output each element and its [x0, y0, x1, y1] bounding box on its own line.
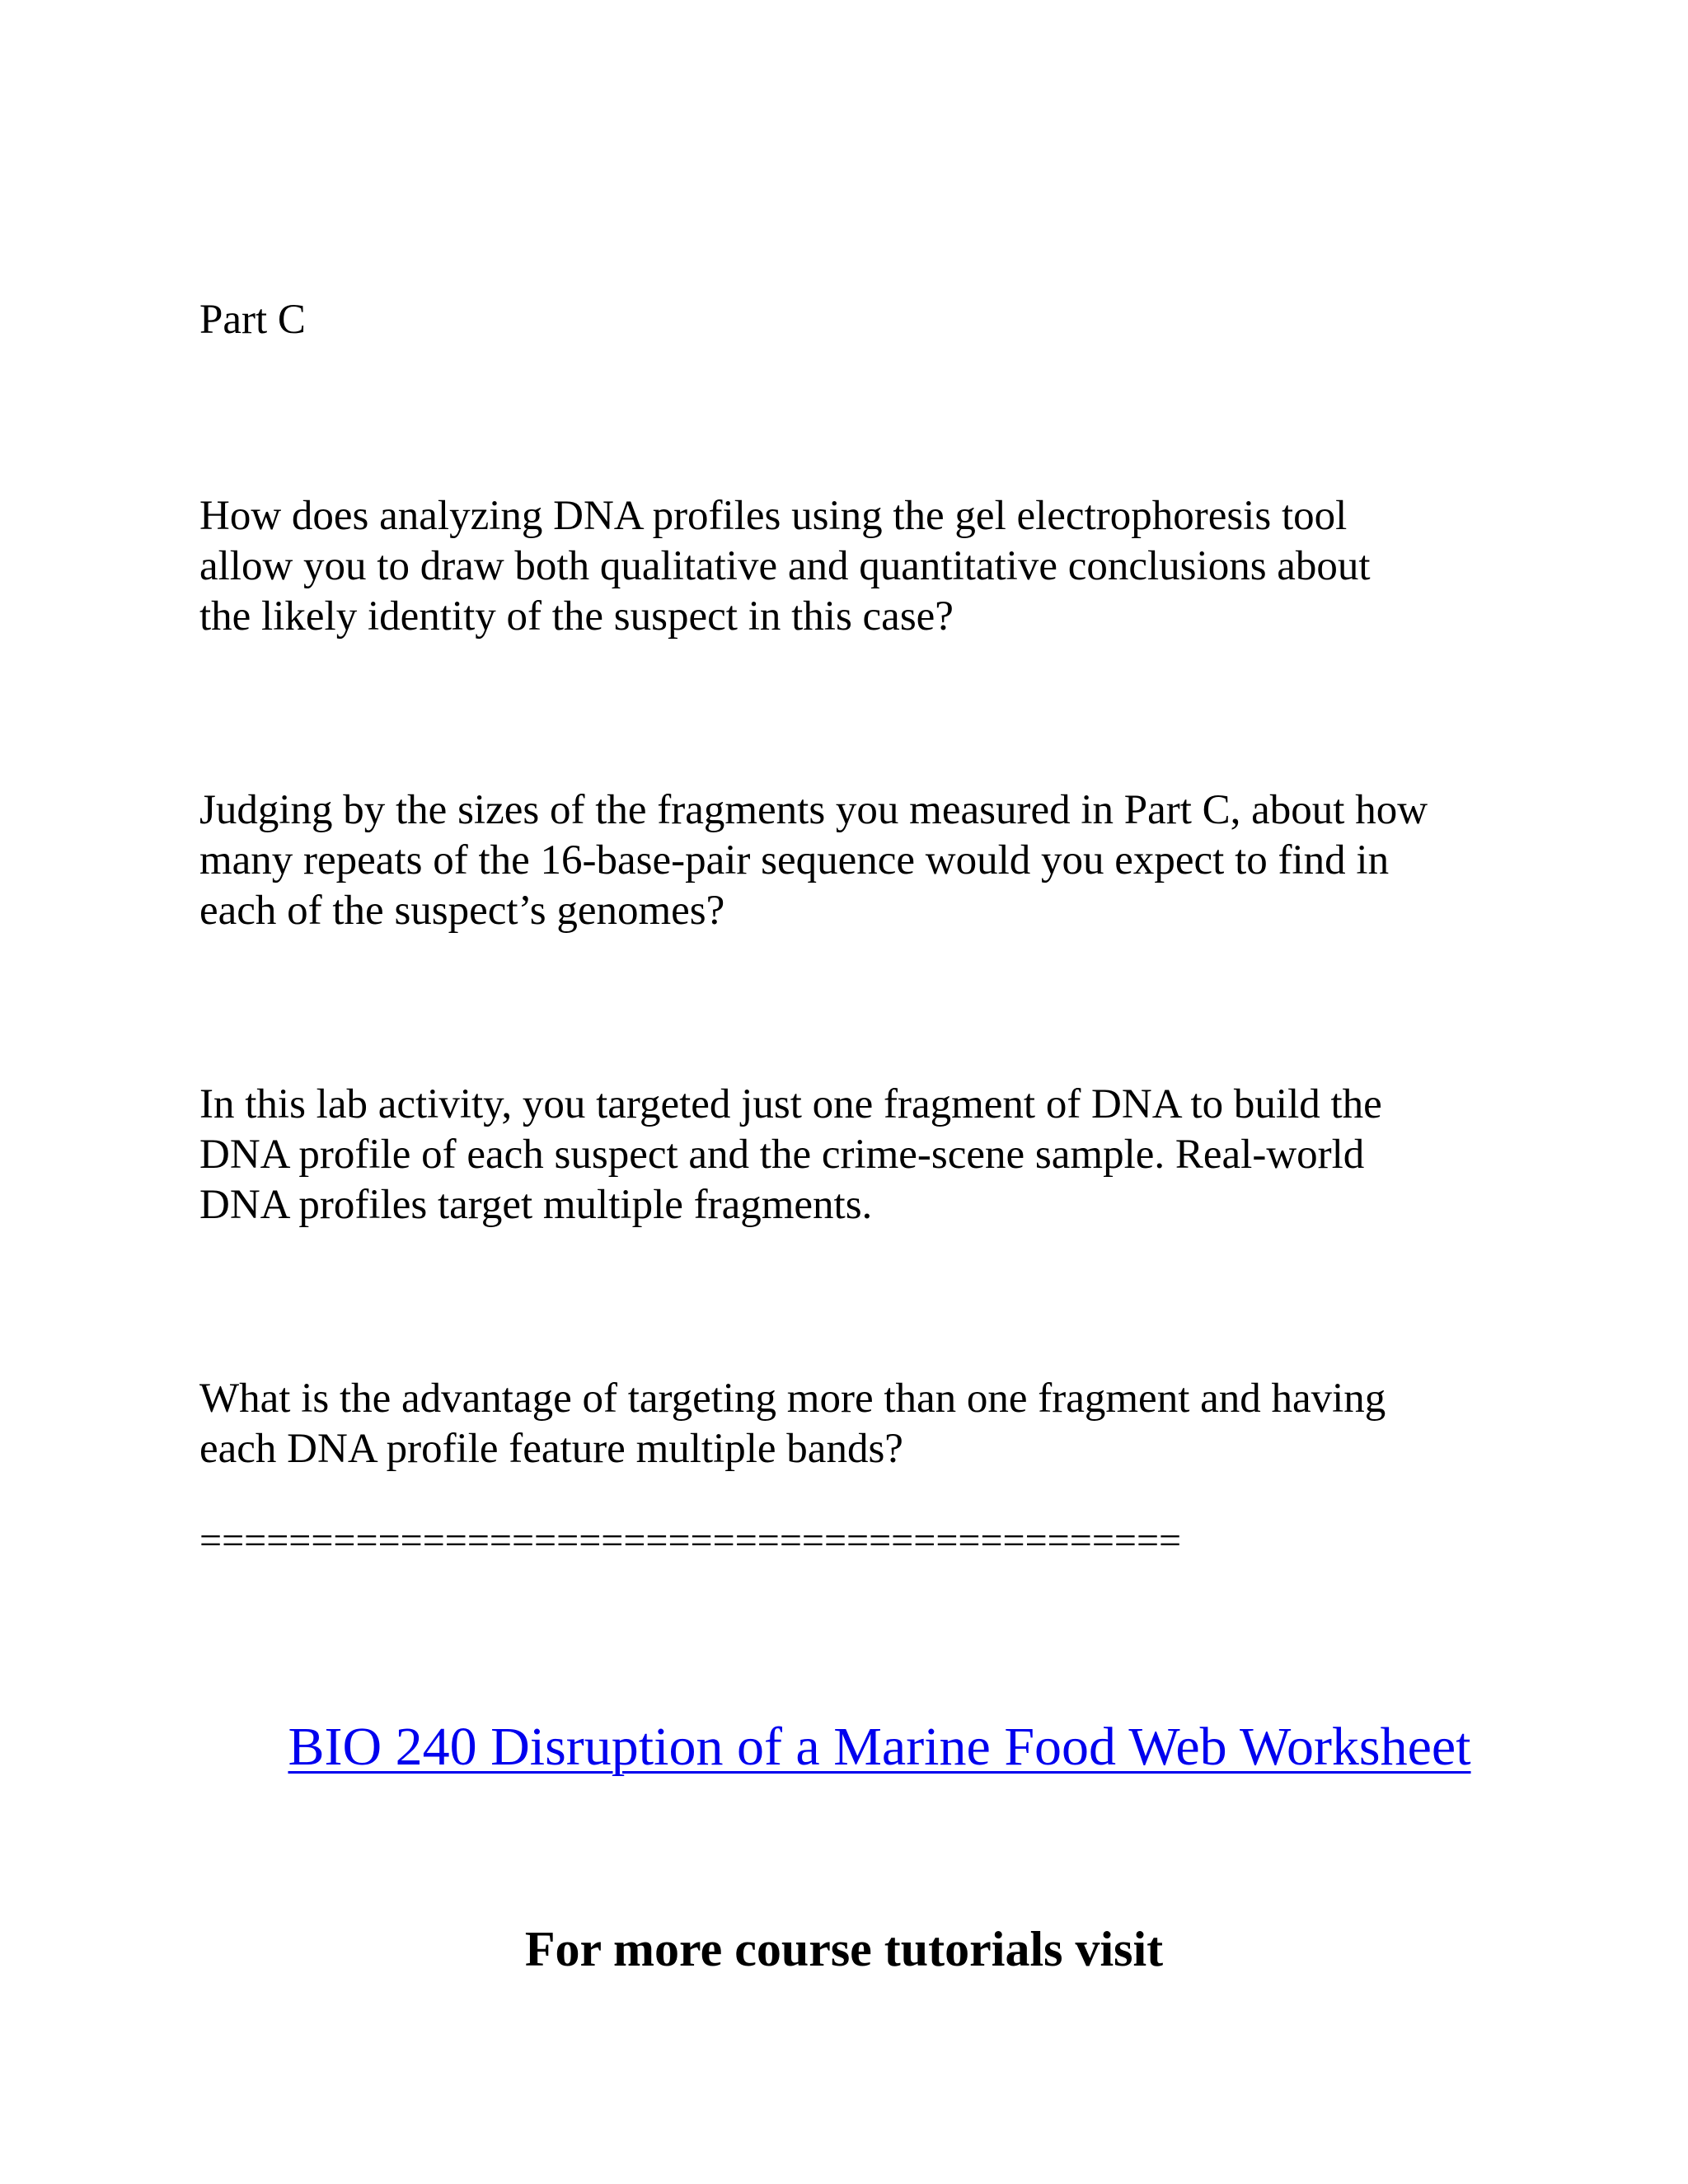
footer-text: For more course tutorials visit: [524, 1922, 1164, 1976]
divider-line: ============================================: [199, 1519, 1182, 1563]
question-gel-electrophoresis: How does analyzing DNA profiles using the gel electrophoresis tool allow you to draw both qualitative and quantitative conclusions about the likely identity of the suspect in this case?: [199, 493, 1371, 640]
section-heading: Part C: [199, 297, 306, 343]
worksheet-link[interactable]: BIO 240 Disruption of a Marine Food Web Worksheet: [288, 1717, 1471, 1777]
question-multiple-fragments: What is the advantage of targeting more than one fragment and having each DNA profile feature multiple bands?: [199, 1376, 1386, 1472]
paragraph-lab-activity: In this lab activity, you targeted just one fragment of DNA to build the DNA profile of each suspect and the crime-scene sample. Real-world DNA profiles target multiple fragments.: [199, 1081, 1382, 1228]
question-repeat-count: Judging by the sizes of the fragments you measured in Part C, about how many repeats of the 16-base-pair sequence would you expect to find in each of the suspect’s genomes?: [199, 787, 1428, 934]
